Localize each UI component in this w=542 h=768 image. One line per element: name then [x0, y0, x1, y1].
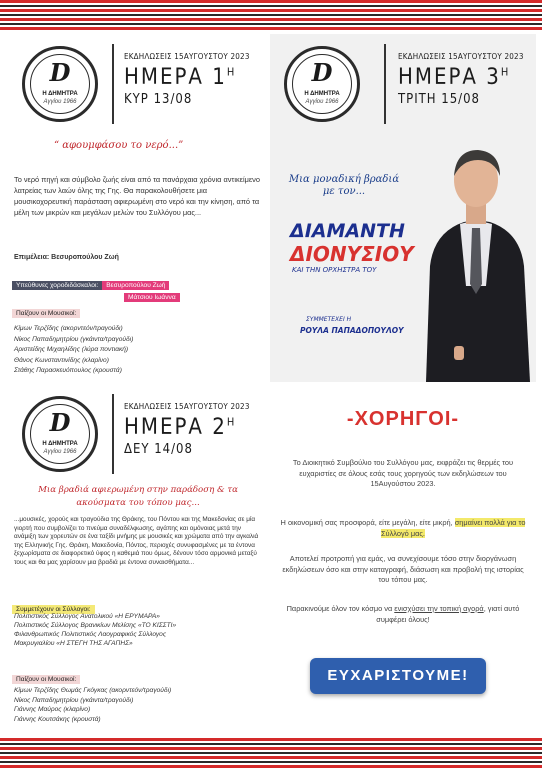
event-description: ...μουσικές, χορούς και τραγούδια της Θράκης, του Πόντου και της Μακεδονίας σε μία γιορτή που συμβολίζει το πνεύμα συναδέλφωσης, αγάπης και ομόνοιας μετά την ανάμιξη των χορευτών σε ένα ταξίδι μνήμης με μουσικές και χρώματα από την αγκαλιά της Ελληνικής Γης. Θράκη, Μακεδονία, Πόντος, περιοχές συνυφασμένες με τα έντονα ξεχωρίσματα σε διαφορετικό ύφος η καθεμιά που όμως, δένουν τόσο αρμονικά μεταξύ τους και θα μας χαρίσουν μια βραδιά με έντονα συναισθήματα...	[14, 516, 259, 566]
artist-band: ΚΑΙ ΤΗΝ ΟΡΧΗΣΤΡΑ ΤΟΥ	[292, 266, 377, 274]
club-item: Πολιτιστικός Σύλλογος Ανατολικού «Η ΕΡΥΜΑΡΑ»	[14, 613, 160, 620]
logo-mark: D	[49, 58, 71, 87]
event-day-3-panel	[270, 34, 536, 382]
logo-name: Η ΔΗΜΗΤΡΑ	[42, 441, 78, 447]
logo-sub: Αγγίου 1966	[43, 449, 77, 455]
club-item: Μακρυγιαλίου «Η ΣΤΕΓΗ ΤΗΣ ΑΓΑΠΗΣ»	[14, 640, 133, 647]
musicians-label-wrap	[12, 302, 80, 320]
event-header	[398, 52, 524, 107]
sponsors-paragraph-4: Παρακινούμε όλον τον κόσμο να ενισχύσει την τοπική αγορά, γιατί αυτό συμφέρει όλους!	[286, 604, 520, 624]
sponsors-panel	[270, 386, 536, 738]
musicians-label: Παίζουν οι Μουσικοί:	[12, 309, 80, 318]
event-date: ΤΡΙΤΗ 15/08	[398, 92, 480, 107]
bottom-stripes	[0, 738, 542, 768]
divider	[384, 44, 386, 124]
musician-item: Κίμων Τερζίδης Θωμάς Γκόγκας (ακορντεόν/τραγούδι)	[14, 687, 172, 694]
event-day: ΗΜΕΡΑ $1^H$	[124, 65, 237, 90]
event-slogan: Μια βραδιά αφιερωμένη στην παράδοση & τα ακούσματα του τόπου μας...	[38, 485, 238, 508]
event-slogan: “ αφουμφάσου το νερό...”	[54, 140, 184, 151]
logo-sub: Αγγίου 1966	[43, 99, 77, 105]
singer-photo	[420, 136, 532, 382]
event-when: ΕΚΔΗΛΩΣΕΙΣ 15ΑΥΓΟΥΣΤΟΥ 2023	[398, 52, 524, 61]
sponsors-paragraph-1: Το Διοικητικό Συμβούλιο του Συλλόγου μας, εκφράζει τις θερμές του ευχαριστίες σε όλους εσάς τους χορηγούς των εκδηλώσεων του 15Αυγούστου 2023.	[292, 458, 514, 488]
sponsors-paragraph-3: Αποτελεί προτροπή για εμάς, να συνεχίσουμε τόσο στην διοργάνωση εκδηλώσεων όσο και στην καταγραφή, διάσωση και προβολή της ιστορίας του τόπου μας.	[282, 554, 524, 584]
musician-item: Νίκος Παπαδημητρίου (γκάιντα/τραγούδι)	[14, 335, 134, 343]
artist-first-name: ΔΙΑΜΑΝΤΗ	[290, 220, 405, 242]
event-when: ΕΚΔΗΛΩΣΕΙΣ 15ΑΥΓΟΥΣΤΟΥ 2023	[124, 52, 250, 61]
musicians-list	[14, 686, 171, 724]
musician-item: Θάνος Κωνσταντινίδης (κλαρίνο)	[14, 356, 109, 364]
guest-name: ΡΟΥΛΑ ΠΑΠΑΔΟΠΟΥΛΟΥ	[300, 326, 404, 335]
divider	[112, 44, 114, 124]
event-header	[124, 402, 250, 457]
teacher-name: Βεσυροπούλου Ζωή	[102, 281, 169, 290]
sponsors-paragraph-2: Η οικονομική σας προσφορά, είτε μεγάλη, είτε μικρή, σημαίνει πολλά για το Σύλλογό μας.	[280, 518, 526, 538]
logo-mark: D	[311, 58, 333, 87]
logo-name: Η ΔΗΜΗΤΡΑ	[42, 91, 78, 97]
musician-item: Αριστείδης Μιχαηλίδης (λύρα ποντιακή)	[14, 346, 129, 353]
divider	[112, 394, 114, 474]
event-when: ΕΚΔΗΛΩΣΕΙΣ 15ΑΥΓΟΥΣΤΟΥ 2023	[124, 402, 250, 411]
musician-item: Κίμων Τερζίδης (ακορντεόν/τραγούδι)	[14, 325, 123, 332]
clubs-list	[14, 612, 176, 648]
artist-last-name: ΔΙΟΝΥΣΙΟΥ	[290, 242, 414, 266]
event-date: ΔΕΥ 14/08	[124, 442, 193, 457]
teacher-name: Μάτσιου Ιωάννα	[124, 293, 180, 302]
club-logo	[22, 46, 98, 122]
event-day-2-panel	[8, 386, 266, 738]
event-day: ΗΜΕΡΑ $3^H$	[398, 65, 511, 90]
musicians-label: Παίζουν οι Μουσικοί:	[12, 675, 80, 684]
top-stripes	[0, 0, 542, 30]
musician-item: Στάθης Παρασκευόπουλος (κρουστά)	[14, 367, 122, 374]
logo-mark: D	[49, 408, 71, 437]
musicians-label-wrap	[12, 668, 80, 686]
club-item: Πολιτιστικός Σύλλογος Βρανικίων Μελίσης «ΤΟ ΚΙΣΣΤΙ»	[14, 622, 177, 629]
guest-label: ΣΥΜΜΕΤΕΧΕΙ Η	[306, 316, 352, 323]
club-item: Φιλανθρωπικός Πολιτιστικός Λαογραφικός Σύλλογος	[14, 631, 167, 638]
event-day-1-panel	[8, 34, 266, 382]
musician-item: Γιάννης Μαύρος (κλαρίνο)	[14, 706, 91, 713]
club-logo	[284, 46, 360, 122]
event-tagline: Μια μοναδική βραδιά με τον...	[288, 174, 400, 197]
sponsors-title: -ΧΟΡΗΓΟΙ-	[346, 408, 460, 430]
teachers-label: Υπεύθυνες χοροδιδάσκαλοι:	[12, 281, 102, 290]
logo-name: Η ΔΗΜΗΤΡΑ	[304, 91, 340, 97]
clubs-label: Συμμετέχουν οι Σύλλογοι:	[12, 605, 95, 614]
logo-sub: Αγγίου 1966	[305, 99, 339, 105]
event-description: Το νερό πηγή και σύμβολο ζωής είναι από τα πανάρχαια χρόνια αντικείμενο λατρείας των λαών όλης της Γης. Θα παρακολουθήσετε μια μουσικοχορευτική παράσταση αφιερωμένη στο νερό και την κίνηση, από τα μέλη των μικρών και μεγάλων μελών του Συλλόγου μας...	[14, 175, 260, 217]
event-date: ΚΥΡ 13/08	[124, 92, 193, 107]
thank-you-button[interactable]: ΕΥΧΑΡΙΣΤΟΥΜΕ!	[310, 658, 486, 694]
musician-item: Γιάννης Κουτσάκης (κρουστά)	[14, 715, 101, 723]
musician-item: Νίκος Παπαδημητρίου (γκάιντα/τραγούδι)	[14, 696, 134, 704]
teachers-row-2	[124, 286, 180, 304]
event-day: ΗΜΕΡΑ $2^H$	[124, 415, 237, 440]
musicians-list	[14, 324, 133, 377]
event-header	[124, 52, 250, 107]
club-logo	[22, 396, 98, 472]
editor-line: Επιμέλεια: Βεσυροπούλου Ζωή	[14, 254, 119, 261]
